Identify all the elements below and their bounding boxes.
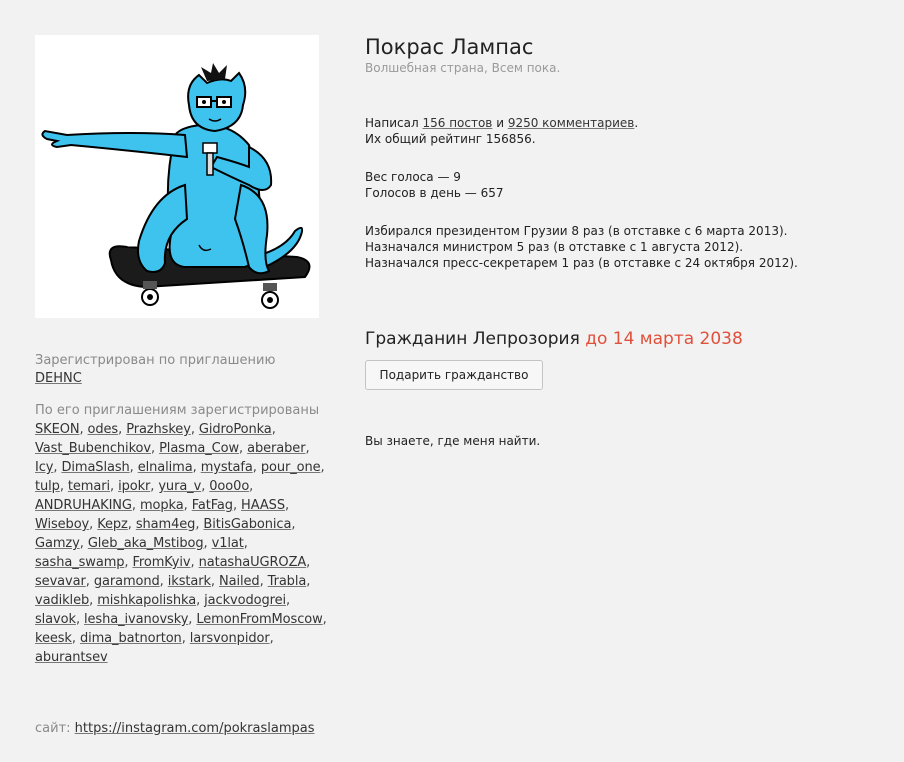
invited-user-link[interactable]: 0oo0o bbox=[209, 479, 250, 494]
list-separator: , bbox=[259, 574, 268, 589]
list-separator: , bbox=[75, 612, 85, 627]
invited-user-link[interactable]: sham4eg bbox=[135, 517, 196, 532]
invited-user-link[interactable]: BitisGabonica bbox=[203, 517, 292, 532]
list-separator: , bbox=[109, 479, 119, 494]
profile-location: Волшебная страна, Всем пока. bbox=[365, 61, 561, 75]
registration-label: Зарегистрирован по приглашению bbox=[35, 353, 276, 368]
site-info bbox=[35, 720, 355, 738]
invited-user-link[interactable]: elnalima bbox=[137, 460, 193, 475]
list-separator: , bbox=[188, 612, 197, 627]
list-separator: , bbox=[269, 631, 274, 646]
invited-user-link[interactable]: sasha_swamp bbox=[35, 555, 125, 570]
invited-user-link[interactable]: Icy bbox=[35, 460, 54, 475]
period-text: . bbox=[634, 116, 639, 130]
inviter-link[interactable]: DEHNC bbox=[35, 371, 82, 386]
citizenship-until: до 14 марта 2038 bbox=[585, 329, 743, 349]
invited-user-link[interactable]: aburantsev bbox=[35, 650, 108, 665]
role-minister: Назначался министром 5 раз (в отставке с 1 августа 2012). bbox=[365, 240, 744, 254]
list-separator: , bbox=[271, 422, 276, 437]
invited-user-link[interactable]: Kepz bbox=[97, 517, 128, 532]
invited-user-link[interactable]: DimaSlash bbox=[61, 460, 130, 475]
invited-users-list bbox=[35, 420, 330, 667]
invited-user-link[interactable]: odes bbox=[87, 422, 119, 437]
rating-line: Их общий рейтинг 156856. bbox=[365, 132, 536, 146]
role-press-secretary: Назначался пресс-секретарем 1 раз (в отставке с 24 октября 2012). bbox=[365, 256, 798, 270]
gift-citizenship-button[interactable]: Подарить гражданство bbox=[365, 360, 543, 390]
vote-stats bbox=[365, 169, 504, 201]
list-separator: , bbox=[252, 460, 261, 475]
invited-users bbox=[35, 401, 330, 667]
invited-user-link[interactable]: jackvodogrei bbox=[204, 593, 286, 608]
profile-name: Покрас Лампас bbox=[365, 35, 534, 59]
invited-user-link[interactable]: lesha_ivanovsky bbox=[84, 612, 189, 627]
invited-user-link[interactable]: GidroPonka bbox=[198, 422, 272, 437]
activity-stats bbox=[365, 115, 885, 147]
invited-user-link[interactable]: SKEON bbox=[35, 422, 80, 437]
posts-link[interactable]: 156 постов bbox=[422, 116, 493, 130]
invited-user-link[interactable]: v1lat bbox=[211, 536, 244, 551]
list-separator: , bbox=[118, 422, 127, 437]
list-separator: , bbox=[71, 631, 80, 646]
invited-user-link[interactable]: Nailed bbox=[218, 574, 260, 589]
list-separator: , bbox=[89, 593, 98, 608]
list-separator: , bbox=[232, 498, 242, 513]
citizenship-prefix: Гражданин Лепрозория bbox=[365, 329, 586, 349]
comments-link[interactable]: 9250 комментариев bbox=[507, 116, 635, 130]
invited-user-link[interactable]: Gleb_aka_Mstibog bbox=[87, 536, 204, 551]
invited-label: По его приглашениям зарегистрированы bbox=[35, 403, 320, 418]
list-separator: , bbox=[305, 441, 310, 456]
invited-user-link[interactable]: tulp bbox=[35, 479, 60, 494]
invited-user-link[interactable]: garamond bbox=[93, 574, 160, 589]
list-separator: , bbox=[249, 479, 254, 494]
list-separator: , bbox=[79, 536, 88, 551]
contact-text: Вы знаете, где меня найти. bbox=[365, 434, 541, 448]
citizenship-heading bbox=[365, 327, 743, 351]
list-separator: , bbox=[159, 574, 168, 589]
list-separator: , bbox=[150, 441, 160, 456]
invited-user-link[interactable]: keesk bbox=[35, 631, 72, 646]
list-separator: , bbox=[89, 517, 98, 532]
list-separator: , bbox=[306, 574, 311, 589]
invited-user-link[interactable]: temari bbox=[67, 479, 110, 494]
invited-user-link[interactable]: natashaUGROZA bbox=[198, 555, 307, 570]
invited-user-link[interactable]: pour_one bbox=[260, 460, 321, 475]
list-separator: , bbox=[203, 536, 212, 551]
list-separator: , bbox=[284, 498, 290, 513]
avatar bbox=[35, 35, 319, 318]
role-president: Избирался президентом Грузии 8 раз (в отставке с 6 марта 2013). bbox=[365, 224, 788, 238]
invited-user-link[interactable]: FatFag bbox=[191, 498, 233, 513]
invited-user-link[interactable]: dima_batnorton bbox=[79, 631, 182, 646]
invited-user-link[interactable]: HAASS bbox=[241, 498, 285, 513]
list-separator: , bbox=[190, 422, 199, 437]
registration-info bbox=[35, 352, 325, 388]
votes-per-day: Голосов в день — 657 bbox=[365, 186, 504, 200]
site-label: сайт: bbox=[35, 721, 71, 736]
list-separator: , bbox=[322, 612, 327, 627]
wrote-prefix: Написал bbox=[365, 116, 423, 130]
invited-user-link[interactable]: mystafa bbox=[200, 460, 253, 475]
invited-user-link[interactable]: slavok bbox=[35, 612, 76, 627]
and-text: и bbox=[492, 116, 508, 130]
invited-user-link[interactable]: mopka bbox=[139, 498, 184, 513]
site-link[interactable]: https://instagram.com/pokraslampas bbox=[74, 721, 315, 736]
list-separator: , bbox=[201, 479, 210, 494]
invited-user-link[interactable]: Plasma_Cow bbox=[159, 441, 240, 456]
vote-weight: Вес голоса — 9 bbox=[365, 170, 461, 184]
list-separator: , bbox=[59, 479, 68, 494]
invited-user-link[interactable]: Wiseboy bbox=[35, 517, 90, 532]
list-separator: , bbox=[196, 593, 205, 608]
roles-history bbox=[365, 223, 798, 271]
list-separator: , bbox=[127, 517, 136, 532]
invited-user-link[interactable]: Vast_Bubenchikov bbox=[35, 441, 151, 456]
invited-user-link[interactable]: aberaber bbox=[247, 441, 306, 456]
invited-user-link[interactable]: ikstark bbox=[167, 574, 211, 589]
list-separator: , bbox=[124, 555, 133, 570]
list-separator: , bbox=[320, 460, 325, 475]
list-separator: , bbox=[243, 536, 248, 551]
list-separator: , bbox=[131, 498, 140, 513]
list-separator: , bbox=[79, 422, 88, 437]
list-separator: , bbox=[53, 460, 62, 475]
list-separator: , bbox=[150, 479, 159, 494]
invited-user-link[interactable]: Prazhskey bbox=[126, 422, 191, 437]
list-separator: , bbox=[192, 460, 201, 475]
invited-user-link[interactable]: FromKyiv bbox=[132, 555, 191, 570]
list-separator: , bbox=[181, 631, 190, 646]
list-separator: , bbox=[195, 517, 204, 532]
list-separator: , bbox=[239, 441, 248, 456]
invited-user-link[interactable]: sevavar bbox=[35, 574, 86, 589]
list-separator: , bbox=[306, 555, 311, 570]
invited-user-link[interactable]: mishkapolishka bbox=[97, 593, 197, 608]
avatar-illustration bbox=[35, 35, 319, 318]
list-separator: , bbox=[291, 517, 296, 532]
invited-user-link[interactable]: ANDRUHAKING bbox=[35, 498, 132, 513]
invited-user-link[interactable]: larsvonpidor bbox=[189, 631, 270, 646]
invited-user-link[interactable]: ipokr bbox=[118, 479, 151, 494]
list-separator: , bbox=[85, 574, 94, 589]
invited-user-link[interactable]: yura_v bbox=[158, 479, 202, 494]
invited-user-link[interactable]: Gamzy bbox=[35, 536, 80, 551]
list-separator: , bbox=[285, 593, 291, 608]
invited-user-link[interactable]: Trabla bbox=[267, 574, 307, 589]
list-separator: , bbox=[190, 555, 199, 570]
list-separator: , bbox=[183, 498, 192, 513]
invited-user-link[interactable]: vadikleb bbox=[35, 593, 90, 608]
invited-user-link[interactable]: LemonFromMoscow bbox=[196, 612, 323, 627]
list-separator: , bbox=[210, 574, 219, 589]
posts-comments-line bbox=[365, 115, 885, 131]
list-separator: , bbox=[129, 460, 138, 475]
